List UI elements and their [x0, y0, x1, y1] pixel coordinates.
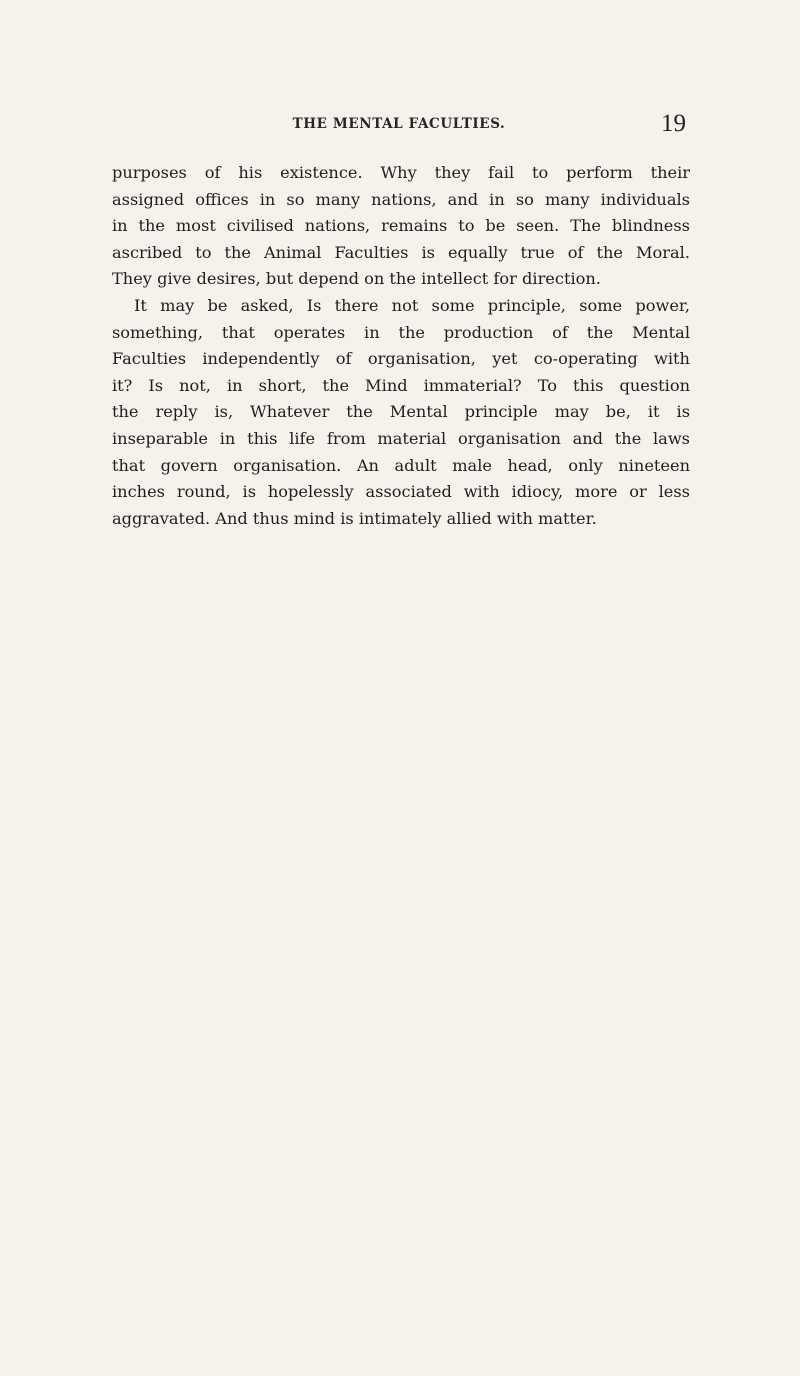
paragraph	[112, 160, 690, 293]
text-line: It may be asked, Is there not some principle, some power,	[134, 295, 690, 315]
running-head	[112, 112, 686, 140]
text-line: assigned offices in so many nations, and in so many individuals	[112, 189, 690, 209]
text-line: purposes of his existence. Why they fail to perform their	[112, 163, 690, 182]
text-line: Faculties independently of organisation, yet co-operating with	[112, 349, 690, 369]
text-line: something, that operates in the production of the Mental	[112, 322, 690, 342]
text-line: that govern organisation. An adult male head, only nineteen	[112, 455, 690, 475]
page-number: 19	[661, 110, 686, 137]
text-line: in the most civilised nations, remains to be seen. The blindness	[112, 216, 690, 236]
text-line: it? Is not, in short, the Mind immaterial? To this question	[112, 375, 690, 395]
text-line: ascribed to the Animal Faculties is equally true of the Moral.	[112, 242, 690, 262]
text-line: They give desires, but depend on the intellect for direction.	[112, 269, 601, 289]
body-text	[112, 160, 690, 532]
text-line: inseparable in this life from material organisation and the laws	[112, 428, 690, 448]
running-title: THE MENTAL FACULTIES.	[292, 116, 506, 132]
text-line: inches round, is hopelessly associated with idiocy, more or less	[112, 482, 690, 502]
text-line: the reply is, Whatever the Mental principle may be, it is	[112, 402, 690, 422]
text-line: aggravated. And thus mind is intimately allied with matter.	[112, 508, 597, 528]
paragraph	[112, 293, 690, 532]
